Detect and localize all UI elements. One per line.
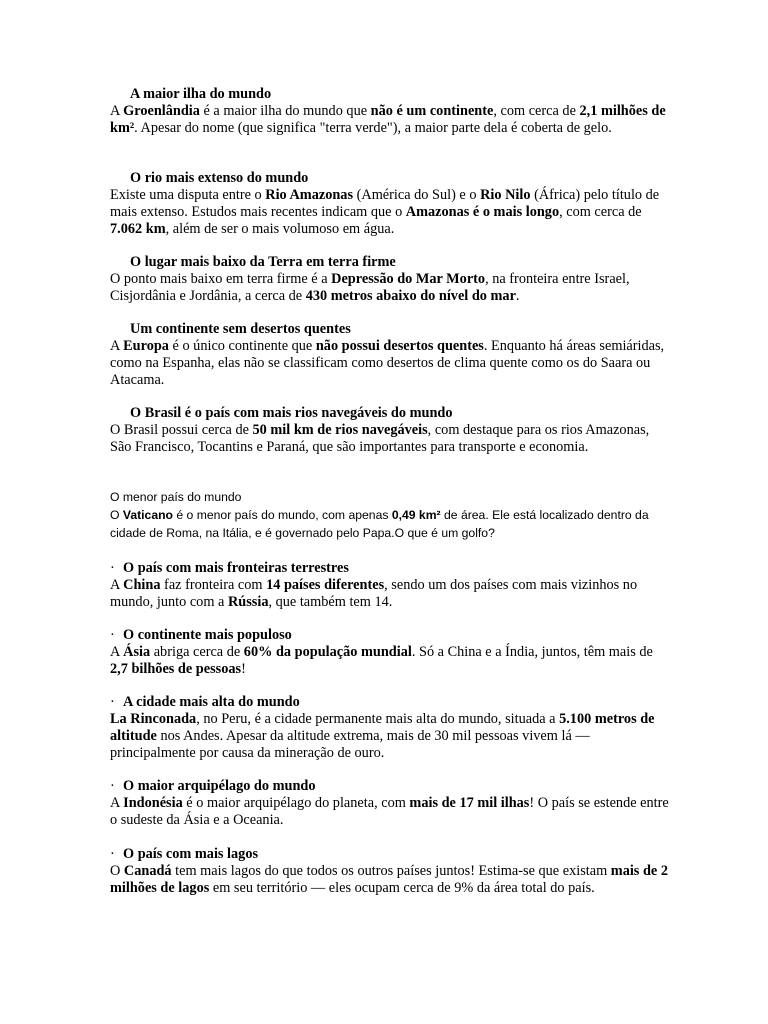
text-run: , na fronteira entre Israel, Cisjordânia e Jordânia, a cerca de bbox=[110, 271, 630, 304]
bold-text-run: 2,1 milhões de km² bbox=[110, 103, 666, 136]
section-title bbox=[110, 627, 670, 644]
bold-text-run: 7.062 km bbox=[110, 221, 166, 237]
bold-text-run: 14 países diferentes bbox=[266, 577, 385, 593]
section-title bbox=[110, 778, 670, 795]
text-run: , com destaque para os rios Amazonas, São Francisco, Tocantins e Paraná, que são importantes para transporte e economia. bbox=[110, 422, 650, 455]
text-run: em seu território — eles ocupam cerca de 9% da área total do país. bbox=[209, 880, 595, 896]
bold-text-run: não é um continente bbox=[370, 103, 494, 119]
bold-text-run: Rio Nilo bbox=[480, 187, 531, 203]
text-run: A bbox=[110, 795, 124, 811]
text-run: faz fronteira com bbox=[160, 577, 267, 593]
text-run: A bbox=[110, 644, 124, 660]
section-highest-city bbox=[110, 694, 670, 762]
bold-text-run: 5.100 metros de altitude bbox=[110, 711, 655, 744]
text-run: A bbox=[110, 103, 124, 119]
section-body bbox=[110, 506, 670, 542]
section-no-hot-deserts bbox=[110, 321, 670, 389]
bullet-marker: · bbox=[110, 778, 115, 794]
section-body bbox=[110, 577, 670, 611]
section-most-borders bbox=[110, 560, 670, 611]
bold-text-run: China bbox=[123, 577, 161, 593]
text-run: abriga cerca de bbox=[150, 644, 244, 660]
section-most-lakes bbox=[110, 846, 670, 897]
section-title: Um continente sem desertos quentes bbox=[130, 321, 351, 337]
section-title-text: O continente mais populoso bbox=[123, 627, 292, 643]
bold-text-run: Canadá bbox=[123, 863, 172, 879]
text-run: nos Andes. Apesar da altitude extrema, mais de 30 mil pessoas vivem lá — principalmente por causa da mineração de ouro. bbox=[110, 728, 590, 761]
bold-text-run: 50 mil km de rios navegáveis bbox=[252, 422, 428, 438]
bold-text-run: Groenlândia bbox=[123, 103, 200, 119]
section-lowest-place bbox=[110, 254, 670, 305]
text-run: A bbox=[110, 338, 124, 354]
section-body bbox=[110, 422, 670, 456]
text-run: (América do Sul) e o bbox=[353, 187, 481, 203]
text-run: é o menor país do mundo, com apenas bbox=[173, 508, 392, 522]
text-run: ! bbox=[241, 661, 246, 677]
bold-text-run: 0,49 km² bbox=[391, 508, 441, 522]
bold-text-run: 2,7 bilhões de pessoas bbox=[110, 661, 242, 677]
text-run: , com cerca de bbox=[559, 204, 642, 220]
section-navigable-rivers bbox=[110, 405, 670, 456]
text-run: é a maior ilha do mundo que bbox=[199, 103, 371, 119]
text-run: , que também tem 14. bbox=[268, 594, 393, 610]
bold-text-run: Indonésia bbox=[123, 795, 183, 811]
text-run: O Brasil possui cerca de bbox=[110, 422, 253, 438]
bold-text-run: La Rinconada bbox=[110, 711, 197, 727]
bullet-marker: · bbox=[110, 627, 115, 643]
section-largest-island bbox=[110, 86, 670, 137]
section-body bbox=[110, 711, 670, 762]
text-run: é o único continente que bbox=[168, 338, 316, 354]
section-most-populous-continent bbox=[110, 627, 670, 678]
text-run: . Enquanto há áreas semiáridas, como na Espanha, elas não se classificam como desertos de clima quente como os do Saara ou Atacama. bbox=[110, 338, 665, 388]
section-body bbox=[110, 644, 670, 678]
text-run: tem mais lagos do que todos os outros países juntos! Estima-se que existam bbox=[171, 863, 611, 879]
section-largest-archipelago bbox=[110, 778, 670, 829]
text-run: ! O país se estende entre o sudeste da Ásia e a Oceania. bbox=[110, 795, 669, 828]
text-run: é o maior arquipélago do planeta, com bbox=[182, 795, 410, 811]
bullet-marker: · bbox=[110, 560, 115, 576]
bold-text-run: não possui desertos quentes bbox=[315, 338, 484, 354]
text-run: , com cerca de bbox=[493, 103, 580, 119]
bold-text-run: Vaticano bbox=[122, 508, 173, 522]
text-run: , sendo um dos países com mais vizinhos no mundo, junto com a bbox=[110, 577, 638, 610]
bold-text-run: Rússia bbox=[227, 594, 269, 610]
section-title: A maior ilha do mundo bbox=[130, 86, 272, 102]
section-title: O menor país do mundo bbox=[110, 490, 242, 504]
section-body bbox=[110, 863, 670, 897]
section-longest-river bbox=[110, 170, 670, 238]
section-body bbox=[110, 795, 670, 829]
section-title-text: A cidade mais alta do mundo bbox=[123, 694, 300, 710]
section-title: O rio mais extenso do mundo bbox=[130, 170, 309, 186]
bold-text-run: 430 metros abaixo do nível do mar bbox=[305, 288, 516, 304]
text-run: . Só a China e a Índia, juntos, têm mais de bbox=[411, 644, 653, 660]
bullet-marker: · bbox=[110, 694, 115, 710]
text-run: de área. Ele está localizado dentro da cidade de Roma, na Itália, e é governado pelo Papa.O que é um golfo? bbox=[110, 508, 649, 540]
section-title bbox=[110, 694, 670, 711]
text-run: A bbox=[110, 577, 124, 593]
text-run: O ponto mais baixo em terra firme é a bbox=[110, 271, 332, 287]
section-title bbox=[110, 560, 670, 577]
bold-text-run: mais de 2 milhões de lagos bbox=[110, 863, 668, 896]
section-title: O Brasil é o país com mais rios navegáveis do mundo bbox=[130, 405, 453, 421]
text-run: , no Peru, é a cidade permanente mais alta do mundo, situada a bbox=[196, 711, 560, 727]
section-body bbox=[110, 187, 670, 238]
bold-text-run: mais de 17 mil ilhas bbox=[409, 795, 530, 811]
bullet-marker: · bbox=[110, 846, 115, 862]
text-run: Existe uma disputa entre o bbox=[110, 187, 266, 203]
section-title: O lugar mais baixo da Terra em terra firme bbox=[130, 254, 396, 270]
text-run: . Apesar do nome (que significa "terra verde"), a maior parte dela é coberta de gelo. bbox=[134, 120, 612, 136]
bold-text-run: Depressão do Mar Morto bbox=[331, 271, 486, 287]
section-body bbox=[110, 271, 670, 305]
section-title-text: O maior arquipélago do mundo bbox=[123, 778, 316, 794]
bold-text-run: Europa bbox=[123, 338, 169, 354]
section-title-text: O país com mais fronteiras terrestres bbox=[123, 560, 349, 576]
bold-text-run: Rio Amazonas bbox=[265, 187, 354, 203]
text-run: , além de ser o mais volumoso em água. bbox=[165, 221, 395, 237]
bold-text-run: Ásia bbox=[123, 644, 151, 660]
section-title bbox=[110, 846, 670, 863]
bold-text-run: Amazonas é o mais longo bbox=[405, 204, 560, 220]
text-run: O bbox=[110, 508, 123, 522]
text-run: . bbox=[515, 288, 520, 304]
section-body bbox=[110, 338, 670, 389]
section-body bbox=[110, 103, 670, 137]
section-title-text: O país com mais lagos bbox=[123, 846, 259, 862]
text-run: O bbox=[110, 863, 124, 879]
section-smallest-country bbox=[110, 488, 670, 542]
bold-text-run: 60% da população mundial bbox=[243, 644, 412, 660]
text-run: (África) pelo título de mais extenso. Estudos mais recentes indicam que o bbox=[110, 187, 660, 220]
